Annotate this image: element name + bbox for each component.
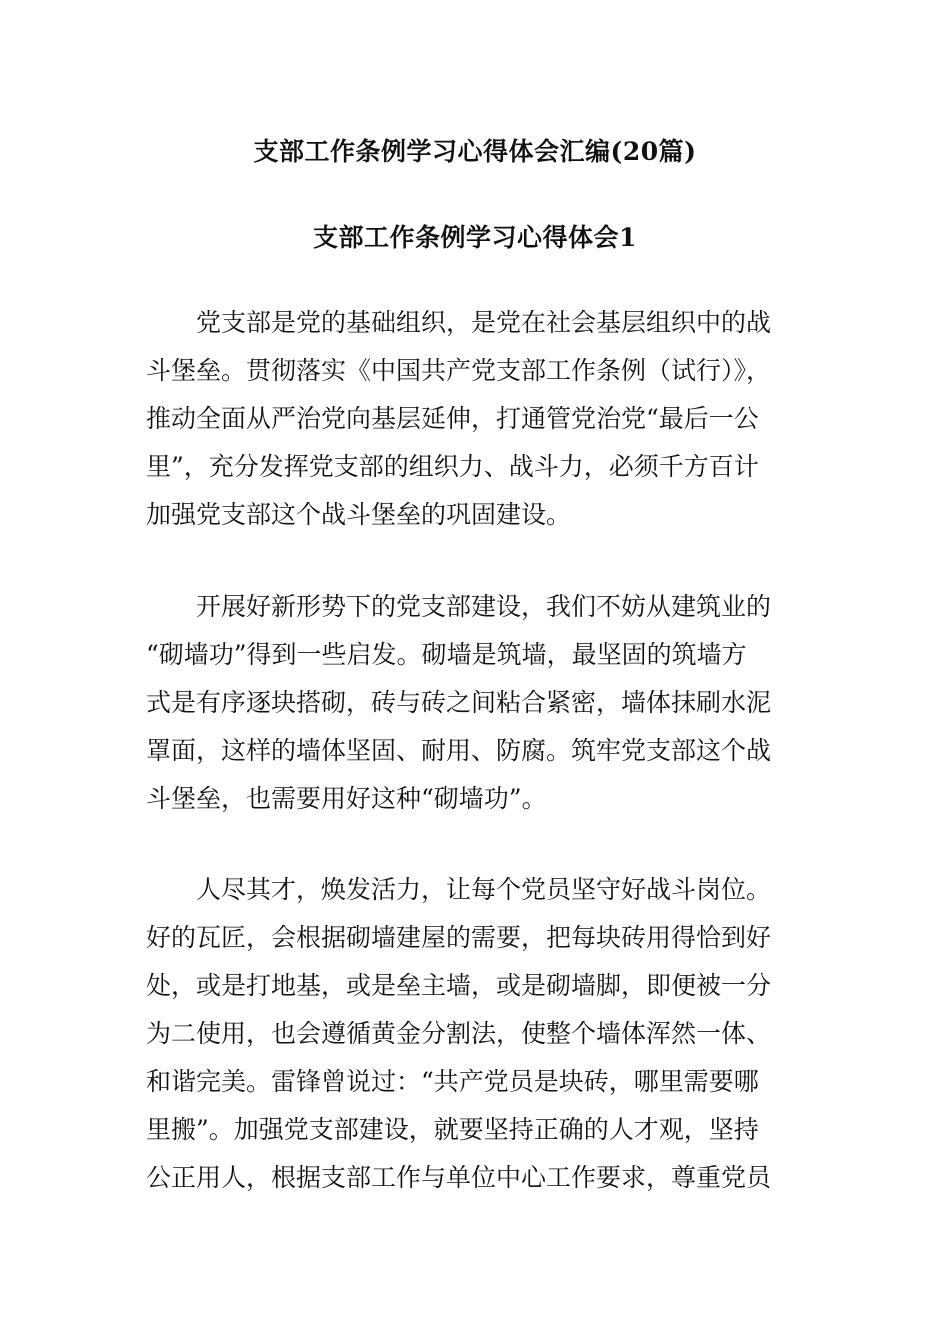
paragraph-line: 式是有序逐块搭砌，砖与砖之间粘合紧密，墙体抹刷水泥: [146, 688, 772, 717]
paragraph-line: 斗堡垒，也需要用好这种“砌墙功”。: [146, 784, 547, 813]
paragraph-line: 和谐完美。雷锋曾说过：“共产党员是块砖，哪里需要哪: [146, 1067, 759, 1096]
paragraph-line: 加强党支部这个战斗堡垒的巩固建设。: [146, 500, 572, 529]
paragraph-line: 斗堡垒。贯彻落实《中国共产党支部工作条例（试行）》，: [146, 356, 772, 385]
paragraph-1: [146, 299, 791, 539]
paragraph-line: 为二使用，也会遵循黄金分割法，使整个墙体浑然一体、: [146, 1019, 772, 1048]
paragraph-line: 里搬”。加强党支部建设，就要坚持正确的人才观，坚持: [146, 1115, 759, 1144]
paragraph-3: [146, 866, 791, 1202]
paragraph-2: [146, 583, 791, 823]
paragraph-line: 公正用人，根据支部工作与单位中心工作要求，尊重党员: [146, 1163, 772, 1192]
paragraph-line: 推动全面从严治党向基层延伸，打通管党治党“最后一公: [146, 404, 759, 433]
paragraph-line: 处，或是打地基，或是垒主墙，或是砌墙脚，即便被一分: [146, 971, 772, 1000]
paragraph-line: 好的瓦匠，会根据砌墙建屋的需要，把每块砖用得恰到好: [146, 923, 772, 952]
paragraph-line: 人尽其才，焕发活力，让每个党员坚守好战斗岗位。: [196, 875, 772, 904]
paragraph-line: 里”，充分发挥党支部的组织力、战斗力，必须千方百计: [146, 452, 759, 481]
paragraph-line: 开展好新形势下的党支部建设，我们不妨从建筑业的: [196, 592, 772, 621]
paragraph-line: “砌墙功”得到一些启发。砌墙是筑墙，最坚固的筑墙方: [146, 640, 747, 669]
document-title: 支部工作条例学习心得体会汇编(20篇): [253, 137, 697, 166]
paragraph-line: 党支部是党的基础组织，是党在社会基层组织中的战: [196, 308, 772, 337]
section-title: 支部工作条例学习心得体会1: [313, 223, 637, 252]
paragraph-line: 罩面，这样的墙体坚固、耐用、防腐。筑牢党支部这个战: [146, 736, 772, 765]
